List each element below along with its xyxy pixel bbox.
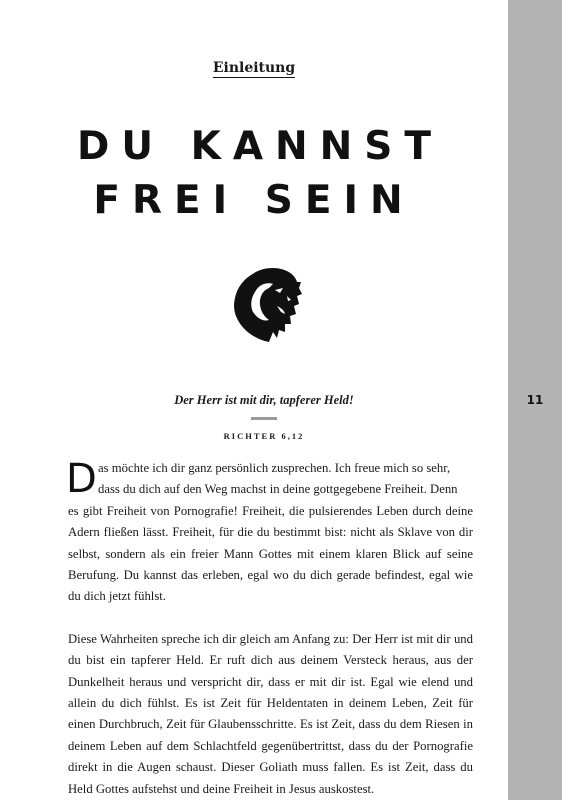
paragraph-1-rest: es gibt Freiheit von Pornografie! Freiheit, die pulsierendes Leben durch deine Adern fließen lässt. Freiheit, für die du bestimmt bist: nicht als Sklave von dir selbst, sondern als ein freier Mann Gottes mit einem klaren Blick auf seine Berufung. Du kannst das erleben, egal wo du dich gerade befindest, egal wie du dich jetzt fühlst. [68,503,473,604]
chapter-title [0,120,508,228]
section-label-text: Einleitung [212,60,296,76]
chapter-title-line-1: DU KANNST [77,124,443,169]
paragraph-2: Diese Wahrheiten spreche ich dir gleich am Anfang zu: Der Herr ist mit dir und du bist ein tapferer Held. Er ruft dich aus deinem Versteck heraus, aus der Dunkelheit heraus und verspricht dir, dass er mit dir ist. Egal wie elend und allein du dich fühlst. Es ist Zeit für Heldentaten in deinem Leben, Zeit für einen Durchbruch, Zeit für Glaubensschritte. Es ist Zeit, dass du dem Riesen in deinem Leben auf dem Schlachtfeld gegenübertrittst, dass du der Pornografie direkt in die Augen schaust. Dieser Goliath muss fallen. Es ist Zeit, dass du Held Gottes aufstehst und deine Freiheit in Jesus auskostest. [68,631,473,796]
paragraph-1 [68,458,473,608]
page-number: 11 [526,393,544,407]
chapter-title-line-2: FREI SEIN [93,178,415,223]
epigraph-quote: Der Herr ist mit dir, tapferer Held! [174,393,354,407]
section-label [0,60,508,76]
epigraph-reference: RICHTER 6,12 [223,431,305,441]
epigraph-divider [251,417,277,420]
paragraph-1-line-2: dass du dich auf den Weg machst in deine gottgegebene Freiheit. Denn [98,482,458,497]
lion-head-icon [233,266,303,344]
drop-cap: D [66,456,97,502]
body-text [68,458,473,800]
paragraph-1-line-1: as möchte ich dir ganz persönlich zusprechen. Ich freue mich so sehr, [98,461,451,475]
